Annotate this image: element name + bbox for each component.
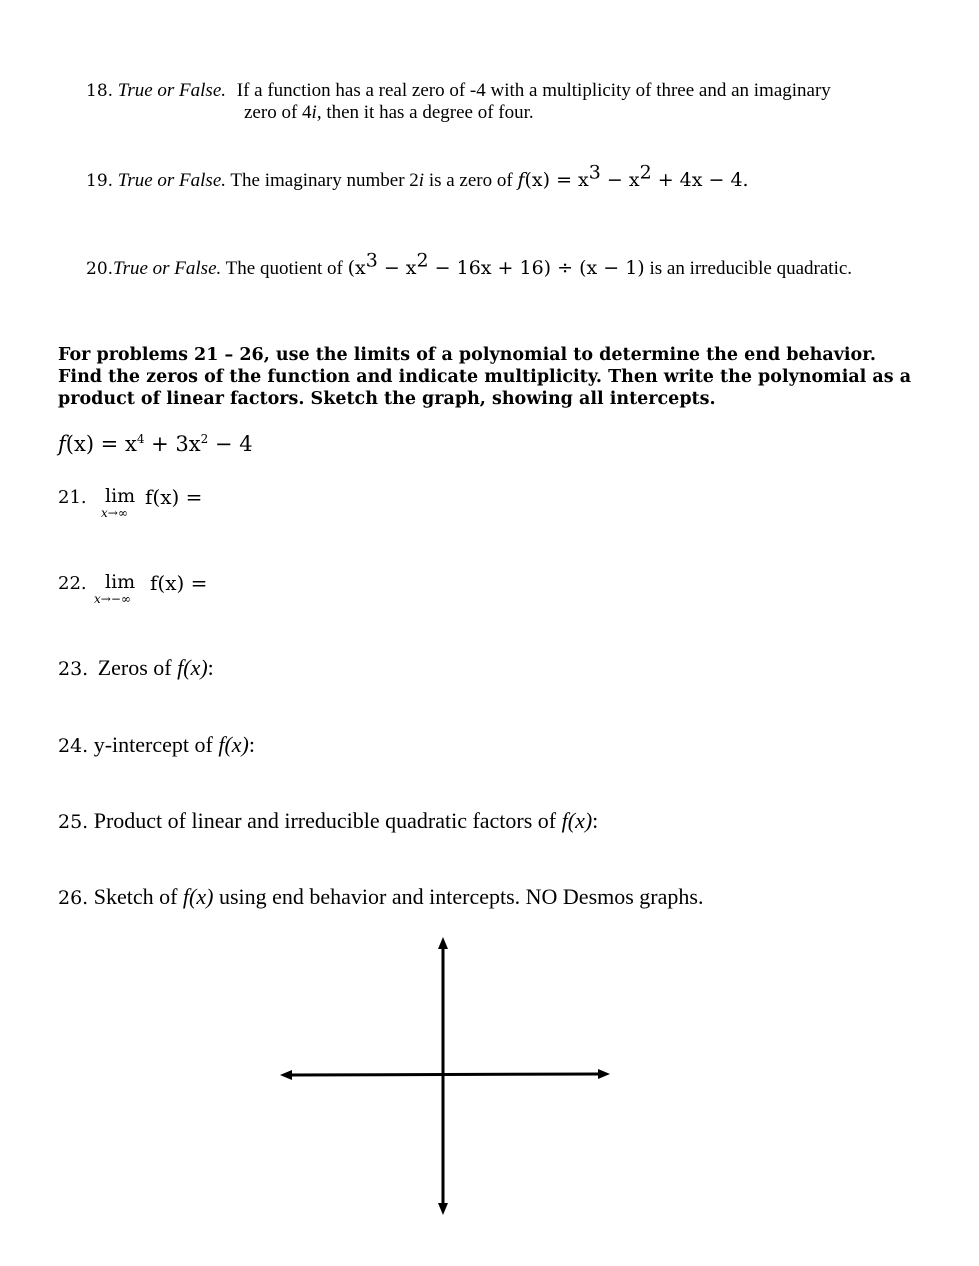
math-expression: − 4: [208, 432, 253, 456]
limit-subscript: x→∞: [101, 506, 128, 520]
question-24: [58, 732, 255, 758]
math-expression: − x: [600, 169, 640, 191]
limit-expression: f(x) =: [145, 485, 203, 509]
limit-operator: lim: [105, 571, 136, 593]
blank-coordinate-axes: [275, 935, 620, 1220]
question-18: [86, 80, 831, 102]
limit-expression: f(x) =: [150, 571, 208, 595]
question-text-line1: If a function has a real zero of -4 with a multiplicity of three and an imaginary: [236, 80, 831, 101]
x-axis: [287, 1074, 602, 1075]
question-text: is an irreducible quadratic.: [644, 258, 853, 279]
question-18-line2: [244, 102, 534, 124]
question-number: 19.: [86, 171, 114, 191]
question-text: Product of linear and irreducible quadratic factors of: [93, 808, 562, 833]
colon: :: [207, 655, 214, 680]
exponent: 2: [639, 161, 652, 184]
limit-operator: lim: [105, 485, 136, 507]
math-expression: − 16x + 16) ÷ (x − 1): [428, 257, 645, 279]
question-text: The imaginary number 2: [230, 170, 419, 191]
true-false-label: True or False.: [117, 80, 226, 101]
question-19: [86, 161, 749, 192]
question-text: Sketch of: [93, 884, 183, 909]
math-expression: − x: [377, 257, 417, 279]
question-number: 20.: [86, 259, 114, 279]
instructions-line3: product of linear factors. Sketch the graph, showing all intercepts.: [58, 389, 716, 409]
question-text: zero of 4: [244, 102, 312, 123]
question-number: 18.: [86, 81, 114, 101]
exponent: 2: [200, 432, 209, 446]
question-number: 23.: [58, 658, 89, 680]
question-23: [58, 655, 214, 681]
question-20: [86, 249, 853, 280]
imaginary-unit: i: [418, 170, 425, 191]
question-text: using end behavior and intercepts. NO Desmos graphs.: [213, 884, 704, 909]
math-expression: (x) = x: [65, 432, 137, 456]
exponent: 2: [416, 249, 429, 272]
function-reference: f(x): [182, 884, 214, 909]
question-number: 25.: [58, 811, 89, 833]
math-expression: + 3x: [144, 432, 201, 456]
exponent: 3: [588, 161, 601, 184]
exponent: 4: [136, 432, 145, 446]
x-axis-left-arrow: [280, 1070, 292, 1080]
question-text: y-intercept of: [93, 732, 219, 757]
colon: :: [248, 732, 255, 757]
question-number: 26.: [58, 887, 89, 909]
exponent: 3: [365, 249, 378, 272]
instructions-line1: For problems 21 – 26, use the limits of a polynomial to determine the end behavior.: [58, 345, 876, 365]
x-axis-right-arrow: [598, 1069, 610, 1079]
math-expression: + 4x − 4.: [651, 169, 749, 191]
limit-subscript: x→−∞: [94, 592, 131, 606]
function-reference: f(x): [218, 732, 249, 757]
question-text: Zeros of: [97, 655, 178, 680]
true-false-label: True or False.: [113, 258, 222, 279]
question-text: The quotient of: [225, 258, 348, 279]
question-25: [58, 808, 598, 834]
y-axis-up-arrow: [438, 937, 448, 949]
question-number: 24.: [58, 735, 89, 757]
math-expression: (x: [347, 257, 366, 279]
function-name: f: [58, 432, 66, 456]
function-name: f: [517, 169, 525, 191]
function-reference: f(x): [561, 808, 593, 833]
question-21-number: 21.: [58, 487, 87, 508]
true-false-label: True or False.: [117, 170, 226, 191]
imaginary-unit: i: [311, 102, 317, 123]
question-22-number: 22.: [58, 573, 87, 594]
function-definition: [58, 432, 253, 456]
question-text: , then it has a degree of four.: [316, 102, 534, 123]
function-reference: f(x): [177, 655, 208, 680]
instructions-line2: Find the zeros of the function and indicate multiplicity. Then write the polynomial as a: [58, 367, 912, 387]
y-axis-down-arrow: [438, 1203, 448, 1215]
question-26: [58, 884, 703, 910]
math-expression: (x) = x: [524, 169, 589, 191]
colon: :: [592, 808, 599, 833]
question-text: is a zero of: [424, 170, 518, 191]
